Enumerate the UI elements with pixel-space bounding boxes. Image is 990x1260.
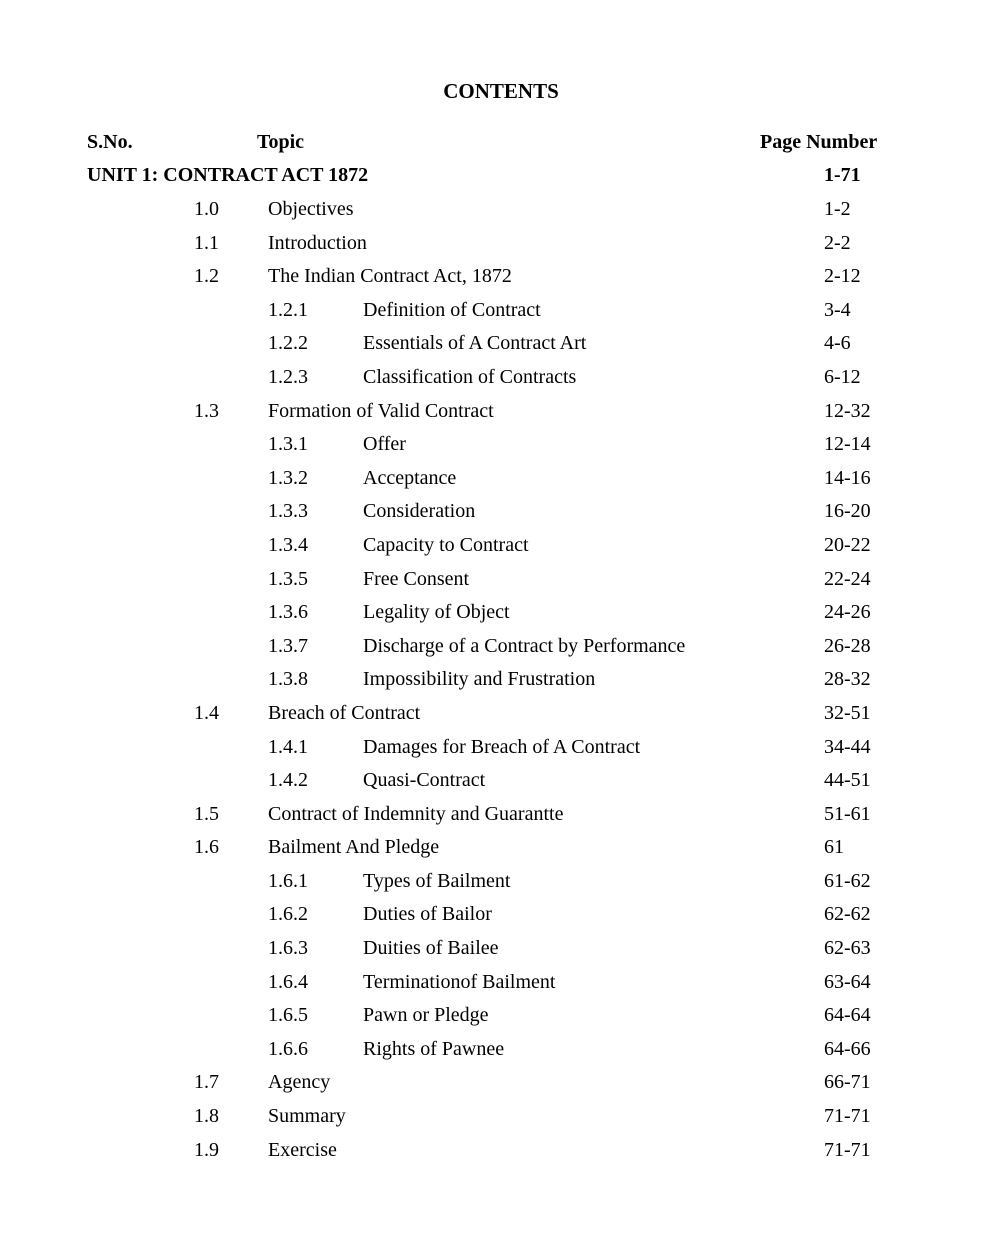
- toc-section-row: [0, 262, 990, 296]
- toc-entry-topic: Quasi-Contract: [363, 769, 486, 792]
- toc-subsection-row: [0, 1001, 990, 1035]
- toc-entry-number: 1.0: [194, 198, 219, 220]
- unit-page-range: 1-71: [824, 164, 861, 186]
- toc-entry-pages: 44-51: [824, 769, 871, 792]
- toc-subsection-row: [0, 430, 990, 464]
- toc-subsection-row: [0, 296, 990, 330]
- toc-entry-number: 1.3.6: [268, 601, 308, 624]
- toc-entry-topic: Duties of Bailor: [363, 903, 492, 926]
- toc-entry-pages: 1-2: [824, 198, 851, 220]
- toc-entry-number: 1.3.4: [268, 533, 308, 556]
- toc-entry-number: 1.3.7: [268, 634, 308, 657]
- unit-heading: UNIT 1: CONTRACT ACT 1872: [87, 164, 369, 186]
- toc-entry-topic: Damages for Breach of A Contract: [363, 735, 641, 758]
- toc-entry-number: 1.6.4: [268, 970, 308, 993]
- toc-entry-number: 1.2.3: [268, 365, 308, 388]
- toc-entry-topic: Terminationof Bailment: [363, 970, 556, 993]
- toc-entry-topic: Classification of Contracts: [363, 365, 577, 388]
- toc-subsection-row: [0, 733, 990, 767]
- toc-entry-number: 1.6: [194, 836, 219, 859]
- toc-entry-topic: Legality of Object: [363, 601, 510, 624]
- toc-subsection-row: [0, 329, 990, 363]
- toc-entry-pages: 4-6: [824, 332, 851, 355]
- toc-entry-topic: Types of Bailment: [363, 869, 511, 892]
- column-header-sno: S.No.: [87, 131, 133, 153]
- toc-entry-number: 1.9: [194, 1138, 219, 1161]
- toc-entry-pages: 28-32: [824, 668, 871, 691]
- toc-entry-pages: 51-61: [824, 802, 871, 825]
- toc-section-row: [0, 833, 990, 867]
- toc-section-row: [0, 229, 990, 263]
- toc-entry-topic: Duities of Bailee: [363, 937, 499, 960]
- toc-section-row: [0, 397, 990, 431]
- toc-entry-number: 1.3.3: [268, 500, 308, 523]
- toc-entry-number: 1.3.5: [268, 567, 308, 590]
- toc-entry-topic: The Indian Contract Act, 1872: [268, 265, 512, 288]
- toc-entry-number: 1.4: [194, 701, 219, 724]
- toc-subsection-row: [0, 531, 990, 565]
- toc-entry-pages: 12-32: [824, 399, 871, 422]
- toc-entry-pages: 61-62: [824, 869, 871, 892]
- toc-entry-number: 1.4.2: [268, 769, 308, 792]
- toc-entry-pages: 63-64: [824, 970, 871, 993]
- toc-entry-topic: Offer: [363, 433, 406, 456]
- toc-entry-topic: Free Consent: [363, 567, 470, 590]
- toc-subsection-row: [0, 1035, 990, 1069]
- toc-entry-topic: Discharge of a Contract by Performance: [363, 634, 686, 657]
- toc-entry-number: 1.1: [194, 231, 219, 254]
- toc-entry-pages: 22-24: [824, 567, 871, 590]
- toc-entry-topic: Acceptance: [363, 466, 457, 489]
- toc-entry-topic: Rights of Pawnee: [363, 1037, 505, 1060]
- column-header-page-number: Page Number: [760, 131, 878, 153]
- toc-entry-pages: 6-12: [824, 365, 861, 388]
- toc-subsection-row: [0, 867, 990, 901]
- toc-subsection-row: [0, 934, 990, 968]
- toc-entry-number: 1.3.8: [268, 668, 308, 691]
- toc-entry-pages: 14-16: [824, 466, 871, 489]
- toc-entry-pages: 71-71: [824, 1105, 871, 1128]
- toc-entry-number: 1.6.3: [268, 937, 308, 960]
- toc-entry-number: 1.2: [194, 265, 219, 288]
- toc-entry-pages: 64-66: [824, 1037, 871, 1060]
- toc-entry-pages: 12-14: [824, 433, 871, 456]
- toc-entry-number: 1.3: [194, 399, 219, 422]
- toc-entry-pages: 71-71: [824, 1138, 871, 1161]
- column-header-topic: Topic: [257, 131, 305, 153]
- toc-entry-topic: Pawn or Pledge: [363, 1004, 489, 1027]
- toc-entry-number: 1.6.5: [268, 1004, 308, 1027]
- toc-entry-pages: 2-2: [824, 231, 851, 254]
- toc-entry-topic: Agency: [268, 1071, 331, 1094]
- toc-section-row: [0, 800, 990, 834]
- toc-entry-pages: 64-64: [824, 1004, 871, 1027]
- toc-entry-topic: Exercise: [268, 1138, 337, 1161]
- toc-entry-pages: 66-71: [824, 1071, 871, 1094]
- toc-entry-number: 1.4.1: [268, 735, 308, 758]
- toc-subsection-row: [0, 363, 990, 397]
- toc-subsection-row: [0, 766, 990, 800]
- toc-entry-number: 1.6.1: [268, 869, 308, 892]
- toc-entry-number: 1.6.2: [268, 903, 308, 926]
- toc-subsection-row: [0, 900, 990, 934]
- toc-entry-number: 1.7: [194, 1071, 219, 1094]
- toc-list: [0, 195, 990, 1169]
- toc-entry-pages: 2-12: [824, 265, 861, 288]
- toc-entry-topic: Bailment And Pledge: [268, 836, 440, 859]
- toc-subsection-row: [0, 598, 990, 632]
- toc-section-row: [0, 1102, 990, 1136]
- toc-subsection-row: [0, 464, 990, 498]
- toc-section-row: [0, 699, 990, 733]
- toc-entry-pages: 61: [824, 836, 844, 859]
- toc-section-row: [0, 1068, 990, 1102]
- toc-entry-number: 1.5: [194, 802, 219, 825]
- toc-entry-number: 1.3.1: [268, 433, 308, 456]
- toc-subsection-row: [0, 497, 990, 531]
- toc-entry-topic: Contract of Indemnity and Guarantte: [268, 802, 564, 825]
- toc-entry-pages: 32-51: [824, 701, 871, 724]
- toc-entry-topic: Consideration: [363, 500, 476, 523]
- toc-section-row: [0, 195, 990, 229]
- toc-entry-number: 1.2.2: [268, 332, 308, 355]
- toc-section-row: [0, 1136, 990, 1170]
- toc-entry-topic: Objectives: [268, 198, 354, 220]
- toc-entry-pages: 26-28: [824, 634, 871, 657]
- toc-entry-pages: 24-26: [824, 601, 871, 624]
- toc-entry-topic: Capacity to Contract: [363, 533, 529, 556]
- toc-entry-pages: 3-4: [824, 298, 851, 321]
- toc-entry-pages: 20-22: [824, 533, 871, 556]
- toc-subsection-row: [0, 968, 990, 1002]
- toc-entry-pages: 16-20: [824, 500, 871, 523]
- toc-subsection-row: [0, 632, 990, 666]
- toc-entry-number: 1.2.1: [268, 298, 308, 321]
- toc-subsection-row: [0, 565, 990, 599]
- toc-entry-topic: Impossibility and Frustration: [363, 668, 596, 691]
- toc-entry-pages: 62-63: [824, 937, 871, 960]
- toc-entry-number: 1.8: [194, 1105, 219, 1128]
- toc-entry-topic: Formation of Valid Contract: [268, 399, 494, 422]
- toc-entry-number: 1.3.2: [268, 466, 308, 489]
- toc-entry-topic: Introduction: [268, 231, 367, 254]
- toc-entry-topic: Definition of Contract: [363, 298, 541, 321]
- toc-entry-topic: Breach of Contract: [268, 701, 421, 724]
- page-title: CONTENTS: [443, 79, 559, 103]
- toc-entry-pages: 34-44: [824, 735, 871, 758]
- toc-entry-topic: Essentials of A Contract Art: [363, 332, 587, 355]
- toc-subsection-row: [0, 665, 990, 699]
- toc-entry-pages: 62-62: [824, 903, 871, 926]
- toc-entry-topic: Summary: [268, 1105, 346, 1128]
- toc-entry-number: 1.6.6: [268, 1037, 308, 1060]
